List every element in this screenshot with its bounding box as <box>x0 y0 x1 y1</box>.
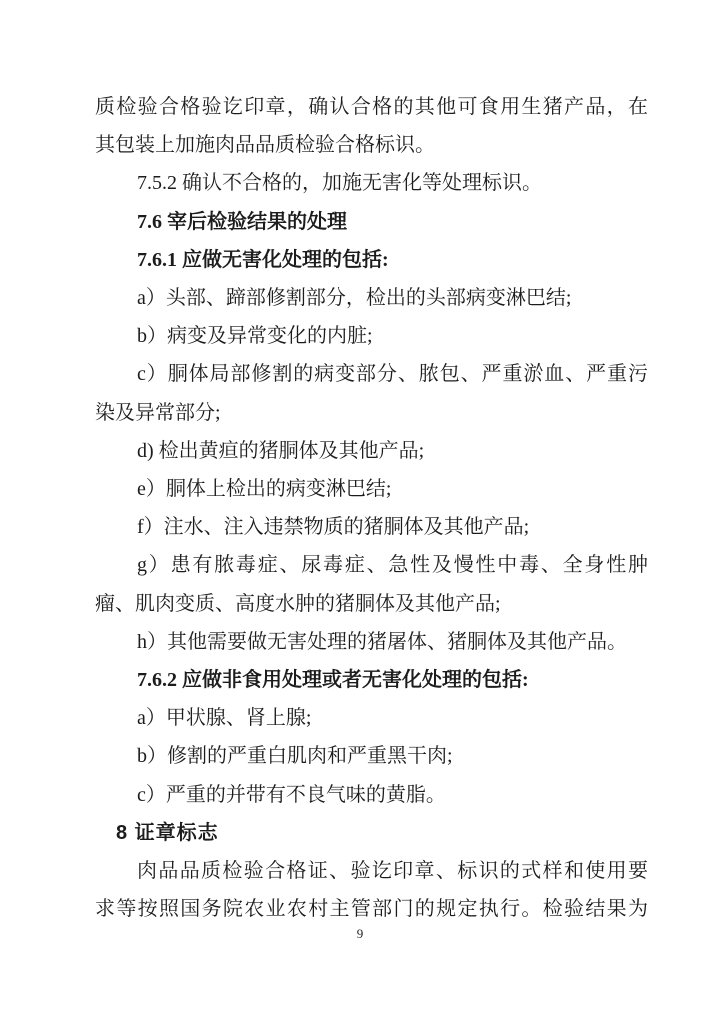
heading-7-6: 7.6 宰后检验结果的处理 <box>137 210 347 233</box>
list-7-6-1-item-a: a）头部、蹄部修割部分，检出的头部病变淋巴结; <box>137 287 572 310</box>
list-7-6-1-item-f: f）注水、注入违禁物质的猪胴体及其他产品; <box>137 516 530 539</box>
list-7-6-2-item-c: c）严重的并带有不良气味的黄脂。 <box>137 783 446 806</box>
paragraph-8-line-1: 肉品品质检验合格证、验讫印章、标识的式样和使用要 <box>137 860 648 883</box>
page-number: 9 <box>356 926 364 941</box>
heading-7-6-2: 7.6.2 应做非食用处理或者无害化处理的包括: <box>137 669 529 692</box>
list-7-6-1-item-g-line-2: 瘤、肌肉变质、高度水肿的猪胴体及其他产品; <box>95 592 501 615</box>
list-7-6-1-item-h: h）其他需要做无害处理的猪屠体、猪胴体及其他产品。 <box>137 630 627 653</box>
list-7-6-1-item-g-line-1: g）患有脓毒症、尿毒症、急性及慢性中毒、全身性肿 <box>137 554 648 577</box>
document-body <box>95 88 648 928</box>
heading-8: 8 证章标志 <box>116 821 219 844</box>
list-7-6-2-item-b: b）修割的严重白肌肉和严重黑干肉; <box>137 745 453 768</box>
list-7-6-1-item-e: e）胴体上检出的病变淋巴结; <box>137 478 392 501</box>
paragraph-7-5-1-continuation-line-1: 质检验合格验讫印章，确认合格的其他可食用生猪产品，在 <box>95 96 648 118</box>
list-7-6-1-item-b: b）病变及异常变化的内脏; <box>137 325 373 348</box>
list-7-6-1-item-d: d) 检出黄疸的猪胴体及其他产品; <box>137 439 425 462</box>
list-7-6-1-item-c-line-2: 染及异常部分; <box>95 401 221 424</box>
paragraph-8-line-2: 求等按照国务院农业农村主管部门的规定执行。检验结果为 <box>95 898 648 921</box>
clause-7-5-2: 7.5.2 确认不合格的，加施无害化等处理标识。 <box>137 172 542 195</box>
heading-7-6-1: 7.6.1 应做无害化处理的包括: <box>137 248 389 271</box>
list-7-6-1-item-c-line-1: c）胴体局部修割的病变部分、脓包、严重淤血、严重污 <box>137 363 648 386</box>
paragraph-7-5-1-continuation-line-2: 其包装上加施肉品品质检验合格标识。 <box>95 134 435 157</box>
list-7-6-2-item-a: a）甲状腺、肾上腺; <box>137 707 312 730</box>
